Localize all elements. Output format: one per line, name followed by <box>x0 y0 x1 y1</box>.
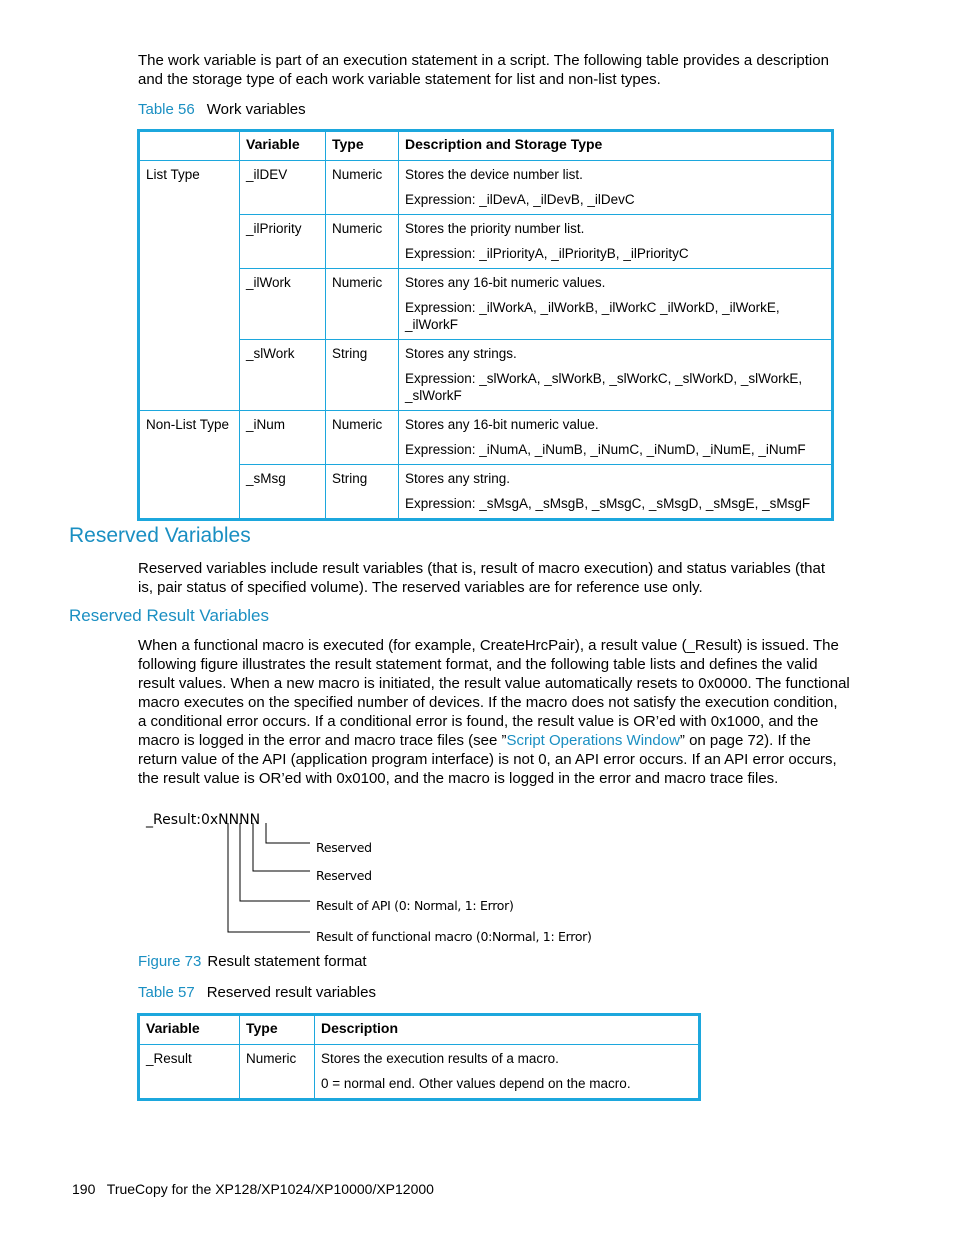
table-row <box>139 215 833 269</box>
result-format-label: _Result:0xNNNN <box>146 812 261 828</box>
page-number: 190 <box>72 1181 96 1197</box>
description-cell <box>399 340 833 411</box>
description-note: 0 = normal end. Other values depend on the macro. <box>321 1076 631 1091</box>
description-text: Stores any string. <box>405 471 511 486</box>
description-text: Stores any 16-bit numeric values. <box>405 275 606 290</box>
type-cell: Numeric <box>326 411 399 465</box>
table-row <box>139 1045 700 1100</box>
type-cell: Numeric <box>240 1045 315 1100</box>
description-cell <box>399 465 833 520</box>
table57-caption <box>138 984 376 1001</box>
variable-cell: _ilPriority <box>240 215 326 269</box>
expression-text: Expression: _ilDevA, _ilDevB, _ilDevC <box>405 192 635 207</box>
result-format-figure <box>138 808 598 948</box>
expression-text: Expression: _ilPriorityA, _ilPriorityB, _ilPriorityC <box>405 246 689 261</box>
table57-title: Reserved result variables <box>206 984 376 1001</box>
table57-header-description: Description <box>315 1015 700 1045</box>
figure-label-macro-result: Result of functional macro (0:Normal, 1: Error) <box>316 929 592 944</box>
reserved-result-paragraph <box>138 636 850 788</box>
description-text: Stores the execution results of a macro. <box>321 1051 559 1066</box>
table56-header-variable: Variable <box>240 131 326 161</box>
figure-label-reserved-1: Reserved <box>316 840 372 855</box>
description-cell <box>399 161 833 215</box>
paragraph-text-before-link: When a functional macro is executed (for example, CreateHrcPair), a result value (_Result) is issued. The following figure illustrates the result statement format, and the following table lists and defines the valid result values. When a new macro is initiated, the result value automatically resets to 0x0000. The functional macro executes on the specified number of devices. If the macro does not satisfy the execution condition, a conditional error occurs. If a conditional error is found, the result value is OR’ed with 0x1000, and the macro is logged in the error and macro trace files (see ” <box>138 637 850 749</box>
reserved-result-variables-table <box>137 1013 701 1101</box>
intro-paragraph: The work variable is part of an execution statement in a script. The following table provides a description and the storage type of each work variable statement for list and non-list types. <box>138 52 829 88</box>
paragraph-text-after-link: ” on page 72). If the return value of the API (application program interface) is not 0, an API error occurs. If an API error occurs, the result value is OR’ed with 0x0100, and the macro is logged in the error and macro trace files. <box>138 732 837 787</box>
expression-text: Expression: _iNumA, _iNumB, _iNumC, _iNumD, _iNumE, _iNumF <box>405 442 806 457</box>
reserved-variables-paragraph: Reserved variables include result variables (that is, result of macro execution) and status variables (that is, pair status of specified volume). The reserved variables are for reference use only. <box>138 560 825 596</box>
figure-label-api-result: Result of API (0: Normal, 1: Error) <box>316 898 514 913</box>
type-cell: String <box>326 465 399 520</box>
variable-cell: _sMsg <box>240 465 326 520</box>
expression-text: Expression: _slWorkA, _slWorkB, _slWorkC, _slWorkD, _slWorkE, _slWorkF <box>405 371 803 403</box>
description-cell <box>399 215 833 269</box>
description-text: Stores any strings. <box>405 346 517 361</box>
table57-header-type: Type <box>240 1015 315 1045</box>
expression-text: Expression: _ilWorkA, _ilWorkB, _ilWorkC _ilWorkD, _ilWorkE, _ilWorkF <box>405 300 780 332</box>
group-label-list-type: List Type <box>139 161 240 411</box>
page-footer <box>72 1181 434 1197</box>
document-title: TrueCopy for the XP128/XP1024/XP10000/XP12000 <box>106 1181 434 1197</box>
table-row <box>139 269 833 340</box>
table57-number: Table 57 <box>138 984 195 1001</box>
reserved-result-variables-heading: Reserved Result Variables <box>69 606 269 625</box>
script-operations-window-link[interactable]: Script Operations Window <box>506 732 680 749</box>
table57-header-variable: Variable <box>139 1015 240 1045</box>
table56-header-type: Type <box>326 131 399 161</box>
figure73-title: Result statement format <box>207 953 367 970</box>
type-cell: Numeric <box>326 269 399 340</box>
table56-title: Work variables <box>206 101 306 118</box>
variable-cell: _slWork <box>240 340 326 411</box>
type-cell: Numeric <box>326 215 399 269</box>
figure-label-reserved-2: Reserved <box>316 868 372 883</box>
table-row <box>139 161 833 215</box>
description-cell <box>399 269 833 340</box>
variable-cell: _ilWork <box>240 269 326 340</box>
group-label-non-list-type: Non-List Type <box>139 411 240 520</box>
figure73-number: Figure 73 <box>138 953 202 970</box>
reserved-variables-heading: Reserved Variables <box>69 524 251 547</box>
expression-text: Expression: _sMsgA, _sMsgB, _sMsgC, _sMsgD, _sMsgE, _sMsgF <box>405 496 811 511</box>
table56-header-description: Description and Storage Type <box>399 131 833 161</box>
variable-cell: _Result <box>139 1045 240 1100</box>
description-text: Stores any 16-bit numeric value. <box>405 417 599 432</box>
description-text: Stores the device number list. <box>405 167 583 182</box>
description-text: Stores the priority number list. <box>405 221 585 236</box>
table-row <box>139 411 833 465</box>
table56-caption <box>138 101 306 118</box>
type-cell: Numeric <box>326 161 399 215</box>
description-cell <box>315 1045 700 1100</box>
type-cell: String <box>326 340 399 411</box>
variable-cell: _ilDEV <box>240 161 326 215</box>
table-row <box>139 465 833 520</box>
table56-header-blank <box>139 131 240 161</box>
table-row <box>139 340 833 411</box>
work-variables-table <box>137 129 834 521</box>
table56-number: Table 56 <box>138 101 195 118</box>
description-cell <box>399 411 833 465</box>
figure73-caption <box>138 953 367 970</box>
variable-cell: _iNum <box>240 411 326 465</box>
